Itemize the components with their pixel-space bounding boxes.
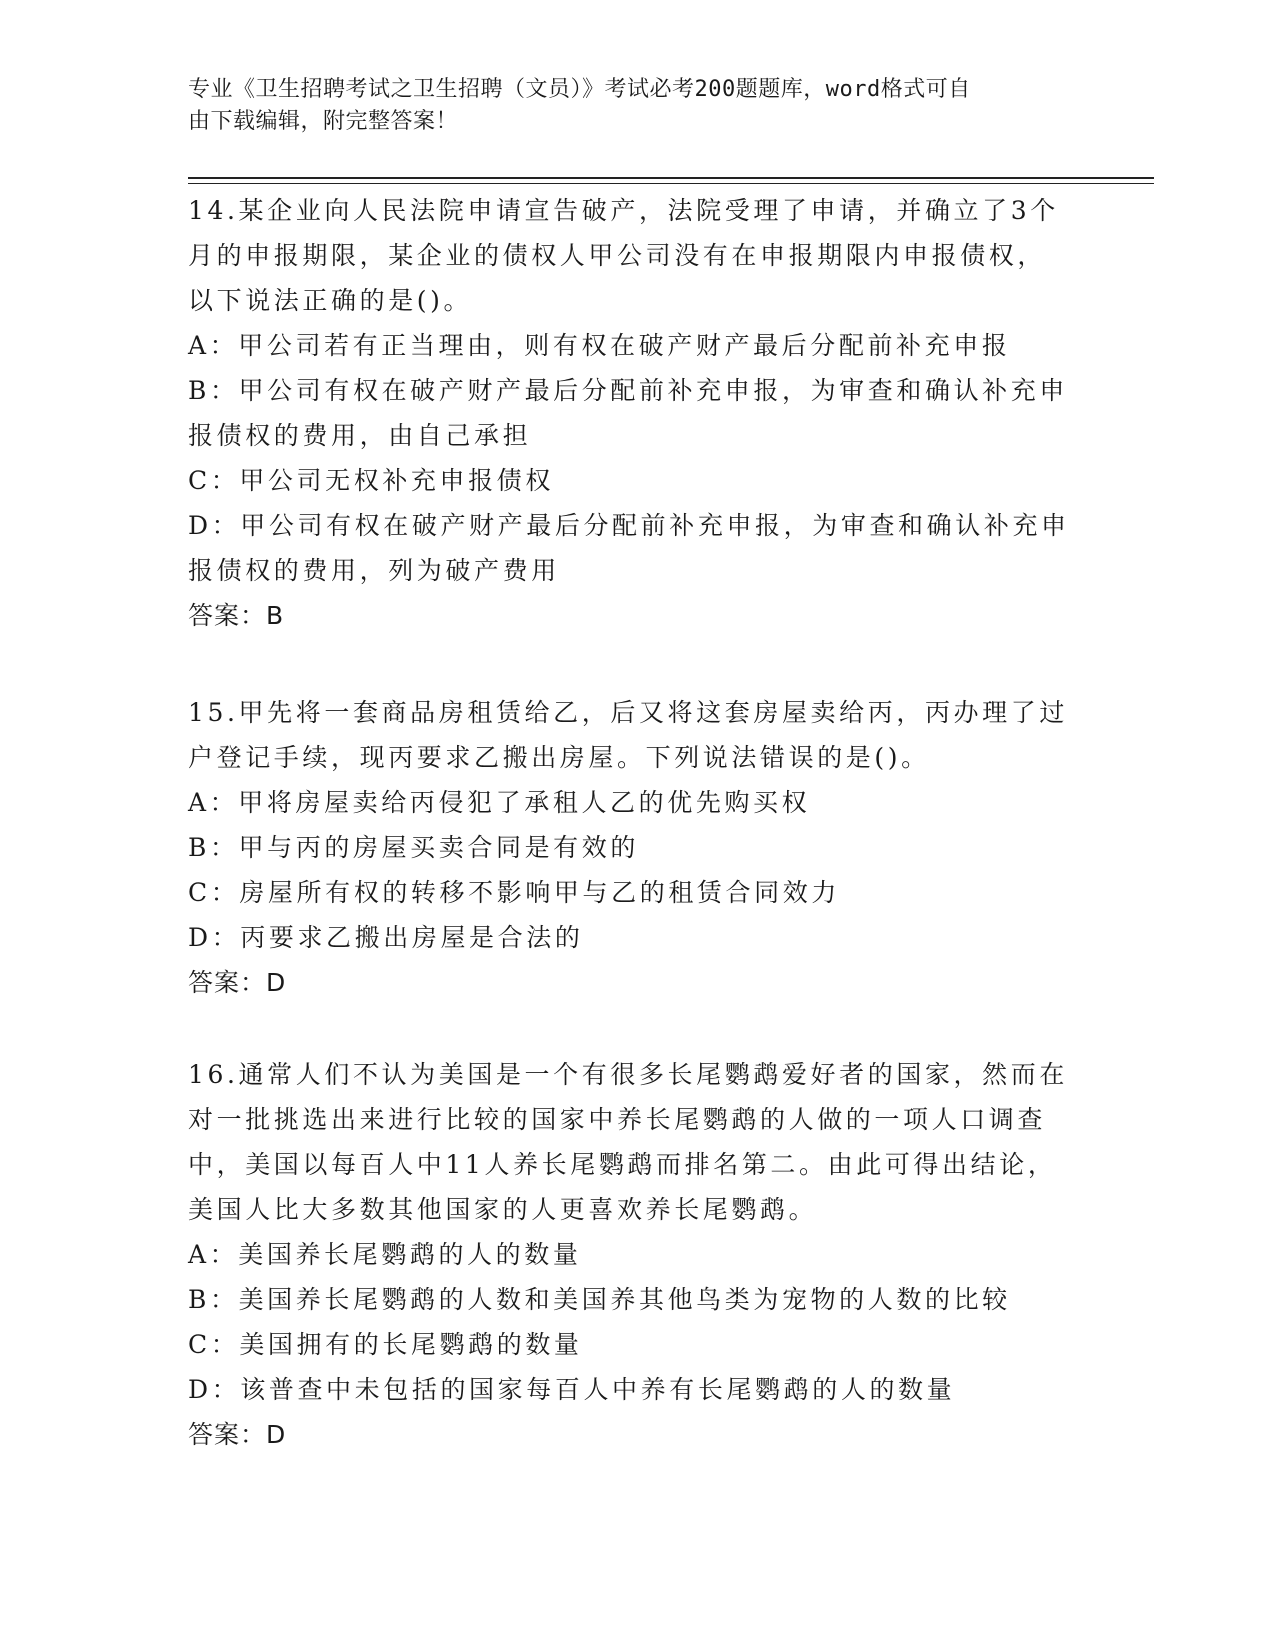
answer-line: 答案：D <box>188 968 287 997</box>
document-header <box>188 74 1068 138</box>
option-a: A：美国养长尾鹦鹉的人的数量 <box>188 1240 582 1269</box>
answer-line: 答案：D <box>188 1420 287 1449</box>
header-line: 由下载编辑，附完整答案！ <box>188 109 459 134</box>
header-divider <box>188 177 1154 179</box>
option-b: B：甲公司有权在破产财产最后分配前补充申报，为审查和确认补充申 <box>188 376 1068 405</box>
option-c: C：美国拥有的长尾鹦鹉的数量 <box>188 1330 583 1359</box>
question-stem-line: 中，美国以每百人中11人养长尾鹦鹉而排名第二。由此可得出结论， <box>188 1150 1057 1179</box>
header-divider-thin <box>188 183 1154 184</box>
option-d-continued: 报债权的费用，列为破产费用 <box>188 556 560 585</box>
option-c: C：甲公司无权补充申报债权 <box>188 466 554 495</box>
option-d: D：该普查中未包括的国家每百人中养有长尾鹦鹉的人的数量 <box>188 1375 956 1404</box>
question-stem-line: 15.甲先将一套商品房租赁给乙，后又将这套房屋卖给丙，丙办理了过 <box>188 698 1068 727</box>
option-b-continued: 报债权的费用，由自己承担 <box>188 421 532 450</box>
question-stem-line: 月的申报期限，某企业的债权人甲公司没有在申报期限内申报债权， <box>188 241 1047 270</box>
question-stem-line: 16.通常人们不认为美国是一个有很多长尾鹦鹉爱好者的国家，然而在 <box>188 1060 1068 1089</box>
question-16 <box>188 1052 1088 1457</box>
question-stem-line: 户登记手续，现丙要求乙搬出房屋。下列说法错误的是()。 <box>188 743 930 772</box>
question-15 <box>188 690 1088 1005</box>
option-d: D：丙要求乙搬出房屋是合法的 <box>188 923 584 952</box>
option-b: B：甲与丙的房屋买卖合同是有效的 <box>188 833 639 862</box>
option-b: B：美国养长尾鹦鹉的人数和美国养其他鸟类为宠物的人数的比较 <box>188 1285 1011 1314</box>
option-c: C：房屋所有权的转移不影响甲与乙的租赁合同效力 <box>188 878 840 907</box>
answer-line: 答案：B <box>188 601 285 630</box>
option-a: A：甲将房屋卖给丙侵犯了承租人乙的优先购买权 <box>188 788 811 817</box>
question-stem-line: 对一批挑选出来进行比较的国家中养长尾鹦鹉的人做的一项人口调查 <box>188 1105 1047 1134</box>
option-a: A：甲公司若有正当理由，则有权在破产财产最后分配前补充申报 <box>188 331 1011 360</box>
option-d: D：甲公司有权在破产财产最后分配前补充申报，为审查和确认补充申 <box>188 511 1070 540</box>
header-line: 专业《卫生招聘考试之卫生招聘（文员）》考试必考200题题库，word格式可自 <box>188 77 971 102</box>
question-stem-line: 美国人比大多数其他国家的人更喜欢养长尾鹦鹉。 <box>188 1195 818 1224</box>
question-stem-line: 14.某企业向人民法院申请宣告破产，法院受理了申请，并确立了3个 <box>188 196 1059 225</box>
question-14 <box>188 188 1088 638</box>
question-stem-line: 以下说法正确的是()。 <box>188 286 473 315</box>
